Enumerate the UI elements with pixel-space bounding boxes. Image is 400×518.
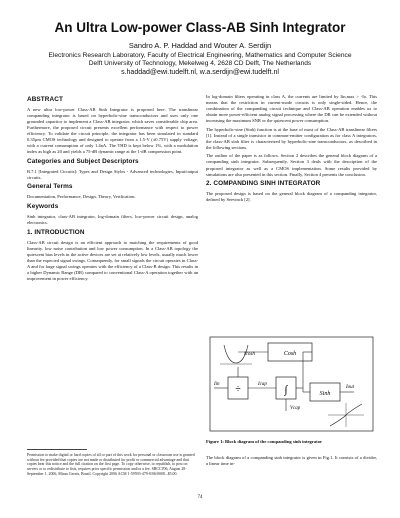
integrator-symbol: ∫ bbox=[284, 384, 288, 396]
right-column bbox=[206, 94, 377, 206]
page-number: 74 bbox=[197, 495, 203, 500]
keywords-text: Sinh integrator, class-AB integrator, log-domain filters, low-power circuit design, analog electronics. bbox=[27, 214, 198, 226]
divide-symbol: ÷ bbox=[235, 384, 241, 395]
left-column bbox=[27, 94, 198, 284]
affiliation-line-1: Electronics Research Laboratory, Faculty of Electrical Engineering, Mathematics and Computer Science bbox=[48, 52, 352, 59]
section-2-heading: 2. COMPANDING SINH INTEGRATOR bbox=[206, 180, 321, 188]
right-paragraph-2: The hyperbolic-sine (Sinh) function is at the base of most of the Class-AB translinear filters [1]. Instead of a single transistor in common-emitter configuration as for class A integrators, the class-AB sinh filter is characterized by hyperbolic-sine transconductors, as described in the following sections. bbox=[206, 126, 377, 150]
right-paragraph-3: The outline of the paper is as follows. Section 2 describes the general block diagram of a companding sinh integrator. Subsequently, Section 3 deals with the description of the proposed integrator as well as a CMOS implementation. Some results provided by simulations are also presented in this section. Finally, Section 4 presents the conclusion. bbox=[206, 153, 377, 177]
section-2-text: The proposed design is based on the general block diagram of a companding integrator, defined by Seevinck [2]. bbox=[206, 191, 377, 203]
figure-caption: Figure 1: Block diagram of the companding sinh integrator bbox=[206, 439, 323, 444]
footnote-rule bbox=[27, 449, 87, 450]
icosh-label: Icosh bbox=[244, 352, 255, 357]
general-terms-heading: General Terms bbox=[27, 183, 73, 191]
cosh-label: Cosh bbox=[283, 351, 297, 357]
categories-heading: Categories and Subject Descriptors bbox=[27, 157, 139, 165]
vcap-label: Vcap bbox=[290, 406, 301, 411]
iin-label: Iin bbox=[214, 382, 220, 387]
paper-title: An Ultra Low-power Class-AB Sinh Integrator bbox=[54, 20, 346, 35]
categories-text: B.7.1 [Integrated Circuits]: Types and Design Styles - Advanced technologies, Input/output circuits. bbox=[27, 168, 198, 180]
introduction-heading: 1. INTRODUCTION bbox=[27, 228, 85, 236]
author-block bbox=[0, 42, 400, 77]
iout-label: Iout bbox=[346, 385, 355, 390]
icap-label: Icap bbox=[258, 382, 267, 387]
affiliation-line-2: Delft University of Technology, Mekelweg 4, 2628 CD Delft, The Netherlands bbox=[88, 60, 312, 67]
block-diagram-figure bbox=[206, 333, 377, 433]
abstract-text: A new ultra low-power Class-AB Sinh Integrator is proposed here. The translinear companding integrator is based on hyperbolic-sine transconductors and uses only one grounded capacitor to implement a Class-AB integrator, which saves considerable chip area. Furthermore, the proposed circuit presents excellent performance with respect to power efficiency. To validate the circuit principle, the integrator has been simulated in standard 0.35μm CMOS technology and designed to operate from a 1.5-V (±0.75V) supply voltage, with a current consumption of only 1.4nA. The THD is kept below 1%, with a modulation index as high as 20 and yields a 75-dB dynamic range at the 1-dB compression point. bbox=[27, 107, 198, 155]
keywords-heading: Keywords bbox=[27, 203, 59, 211]
right-paragraph-after-figure: The block diagram of a companding sinh integrator is given in Fig.1. It consists of a divider, a linear time in- bbox=[206, 455, 377, 467]
sinh-label: Sinh bbox=[319, 391, 331, 397]
general-terms-text: Documentation, Performance, Design, Theory, Verification. bbox=[27, 194, 136, 200]
introduction-text: Class-AB circuit design is an efficient approach to matching the requirements of good linearity, low noise contribution and low power consumption. In a Class-AB topology the quiescent bias levels in the active devices are set at relatively low levels, usually much lower than the expected signal swings. Consequently, for small signals the circuit operates in Class-A and for large signal swings operates with the efficiency of a Class-B design. This results in a higher Dynamic Range (DR) compared to conventional Class-A operation together with an improvement in power efficiency. bbox=[27, 239, 198, 281]
author-emails: s.haddad@ewi.tudelft.nl, w.a.serdijn@ewi.tudelft.nl bbox=[121, 69, 279, 76]
abstract-heading: ABSTRACT bbox=[27, 96, 63, 103]
author-names: Sandro A. P. Haddad and Wouter A. Serdijn bbox=[128, 41, 272, 50]
copyright-footnote: Permission to make digital or hard copies of all or part of this work for personal or classroom use is granted without fee provided that copies are not made or distributed for profit or commercial advantage and that copies bear this notice and the full citation on the first page. To copy otherwise, to republish, to post on servers or to redistribute to lists, requires prior specific permission and/or a fee. SBCCI'06, August 28-September 1, 2006, Minas Gerais, Brazil. Copyright 2006 ACM 1-59593-479-0/06/0008...$5.00. bbox=[27, 453, 195, 476]
right-paragraph-1: In log-domain filters operating in class A, the currents are limited by Iin,max > -Io. This means that the restriction in current-mode circuits is only single-sided. Hence, the combination of the companding circuit technique and Class-AB operation enables us to obtain more power-efficient analog signal processing where the DR can be extended without increasing the maximum SNR or the quiescent power consumption. bbox=[206, 94, 377, 124]
